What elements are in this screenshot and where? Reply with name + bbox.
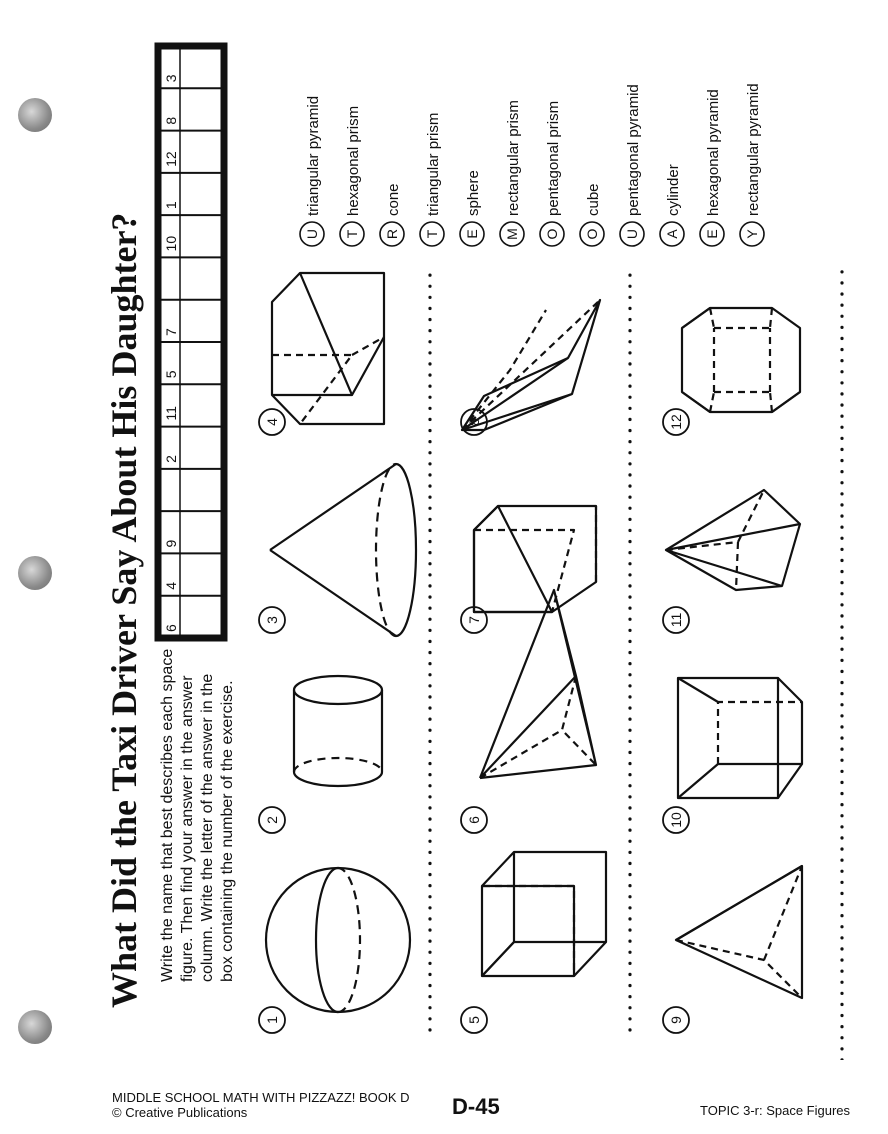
exercise-number: 3 (264, 616, 280, 624)
answer-letter: U (304, 228, 320, 240)
answer-box-number: 3 (163, 74, 179, 83)
figure-cone (270, 464, 416, 636)
footer-publisher: © Creative Publications (112, 1105, 248, 1120)
exercise-number: 9 (668, 1016, 684, 1024)
instruction-line: figure. Then find your answer in the answer (179, 675, 196, 982)
figure-pentagonal-prism (474, 506, 596, 612)
answer-letter: R (384, 228, 400, 240)
answer-choice-text: triangular pyramid (305, 95, 322, 216)
exercise-number: 6 (466, 816, 482, 824)
footer-book (112, 1090, 410, 1120)
page-title: What Did the Taxi Driver Say About His Daughter? (104, 212, 144, 1008)
answer-choice-text: cone (385, 183, 402, 216)
exercise-number: 10 (668, 812, 684, 828)
answer-letter: Y (744, 229, 760, 239)
answer-letter: O (544, 228, 560, 240)
exercise-numbers (259, 409, 689, 1033)
footer-book-title: MIDDLE SCHOOL MATH WITH PIZZAZZ! BOOK D (112, 1090, 410, 1105)
answer-letter: A (664, 229, 680, 239)
answer-box-number: 8 (163, 116, 179, 125)
figure-sphere (266, 868, 410, 1012)
answer-choice-text: pentagonal pyramid (625, 84, 642, 216)
footer-topic: TOPIC 3-r: Space Figures (700, 1103, 851, 1118)
answer-letter: T (424, 229, 440, 239)
answer-choice-text: cylinder (665, 164, 682, 216)
answer-box-number: 12 (163, 151, 179, 167)
figure-hexagonal-prism-b (682, 308, 800, 412)
answer-box-number: 6 (163, 624, 179, 632)
answer-choice-text: hexagonal prism (345, 105, 362, 216)
answer-letter: M (504, 228, 520, 240)
answer-box-number: 5 (163, 370, 179, 379)
figure-rectangular-prism (678, 678, 802, 798)
answer-choices (300, 83, 764, 246)
answer-choice-text: hexagonal pyramid (705, 89, 722, 216)
answer-box-number: 7 (163, 328, 179, 336)
row-separators (430, 270, 842, 1060)
instruction-line: column. Write the letter of the answer in the (199, 673, 216, 982)
figure-hexagonal-prism-a (272, 273, 384, 424)
answer-letter: O (584, 228, 600, 240)
answer-choice-text: triangular prism (425, 112, 442, 216)
page-number: D-45 (452, 1094, 500, 1119)
answer-choice-text: rectangular prism (505, 100, 522, 216)
answer-box-number: 4 (163, 581, 179, 590)
answer-choice-text: cube (585, 183, 602, 216)
figure-rectangular-pyramid (676, 866, 802, 998)
space-figures (266, 273, 802, 1012)
answer-box-number: 11 (163, 406, 179, 421)
answer-letter: T (344, 229, 360, 239)
figure-triangular-pyramid (480, 590, 596, 778)
answer-choice-text: rectangular pyramid (745, 83, 762, 216)
answer-letter: E (464, 229, 480, 239)
figure-cylinder (294, 676, 382, 786)
exercise-number: 4 (264, 418, 280, 426)
answer-letter: U (624, 228, 640, 240)
answer-box-grid (158, 46, 224, 638)
answer-box-number: 2 (163, 455, 179, 463)
figure-hexagonal-pyramid (666, 490, 800, 590)
exercise-number: 11 (668, 612, 684, 628)
answer-box-number: 1 (163, 201, 179, 210)
answer-choice-text: sphere (465, 170, 482, 216)
answer-box-number: 9 (163, 539, 179, 548)
exercise-number: 1 (264, 1016, 280, 1024)
exercise-number: 2 (264, 816, 280, 824)
exercise-number: 8 (466, 418, 482, 426)
figure-cube (482, 852, 606, 976)
instructions (159, 649, 236, 982)
answer-box-number: 10 (163, 235, 179, 252)
exercise-number: 7 (466, 616, 482, 624)
instruction-line: Write the name that best describes each space (159, 648, 176, 982)
answer-choice-text: pentagonal prism (545, 100, 562, 216)
answer-letter: E (704, 229, 720, 239)
exercise-number: 12 (668, 414, 684, 430)
instruction-line: box containing the number of the exercise. (219, 680, 236, 982)
figure-pentagonal-pyramid (462, 300, 600, 430)
exercise-number: 5 (466, 1016, 482, 1024)
